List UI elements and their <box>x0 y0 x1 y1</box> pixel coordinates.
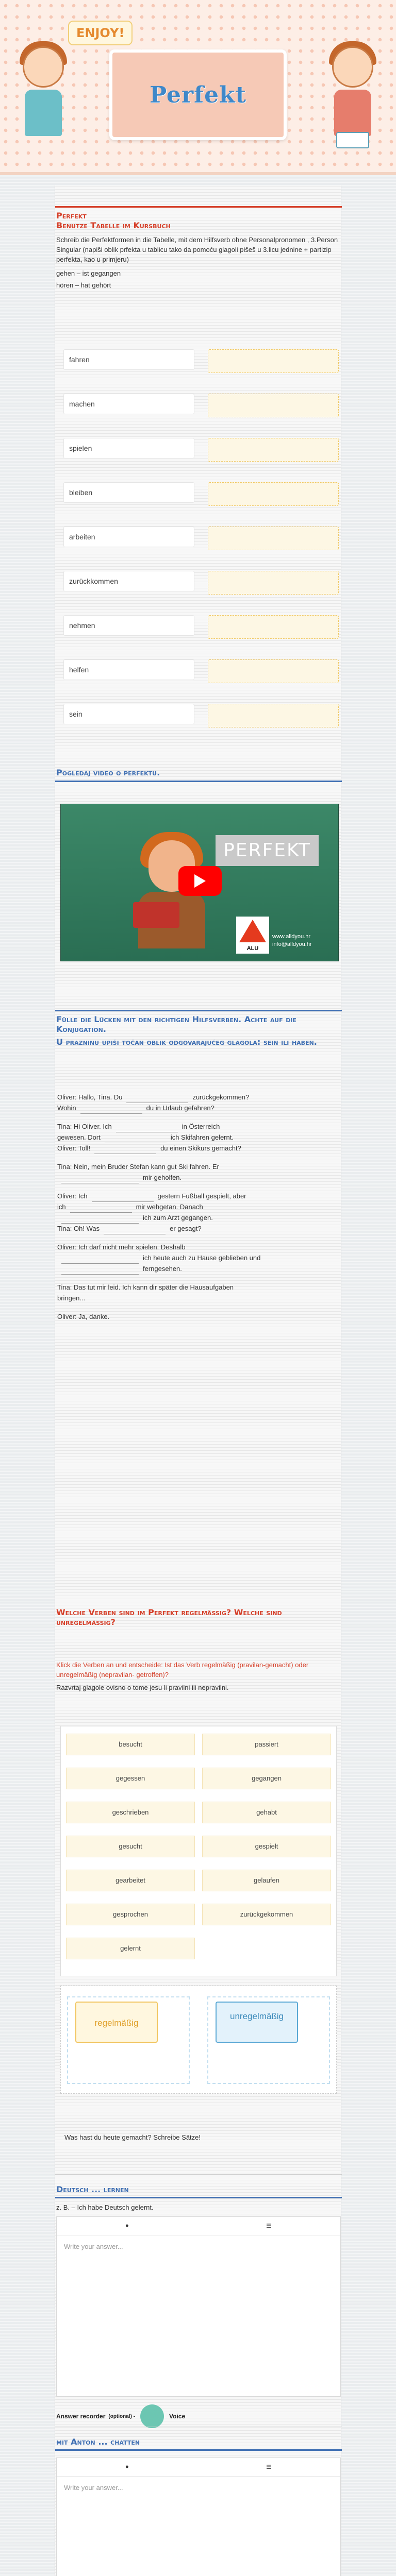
dialog-line <box>55 1092 342 1103</box>
gap-input[interactable] <box>70 1206 132 1213</box>
perfekt-input[interactable] <box>208 394 339 417</box>
section-gap-fill <box>55 1010 342 1047</box>
block-rule <box>55 2449 342 2451</box>
verb-card[interactable]: zurückgekommen <box>202 1904 331 1925</box>
gap-input[interactable] <box>94 1147 156 1154</box>
verb-card[interactable]: geschrieben <box>66 1802 195 1823</box>
dialog-line <box>55 1224 342 1234</box>
dialog-text: mir wehgetan. Danach <box>136 1203 203 1211</box>
verb-label: helfen <box>63 659 194 680</box>
section-divider <box>55 206 342 208</box>
recorder-optional: (optional) - <box>108 2413 136 2419</box>
perfekt-input[interactable] <box>208 659 339 683</box>
verb-label: spielen <box>63 438 194 459</box>
dialog-line <box>55 1143 342 1154</box>
answer-placeholder: Write your answer... <box>64 2484 123 2492</box>
dialog-line <box>55 1293 342 1304</box>
perfekt-input[interactable] <box>208 527 339 550</box>
verb-row <box>63 517 332 556</box>
alu-logo: ALU <box>236 917 269 954</box>
example-line: hören – hat gehört <box>56 281 111 289</box>
drop-zone-regular[interactable] <box>67 1996 190 2084</box>
verb-card[interactable]: gesprochen <box>66 1904 195 1925</box>
gap-input[interactable] <box>61 1216 139 1224</box>
dialog-line <box>55 1242 342 1253</box>
gap-input[interactable] <box>105 1136 167 1143</box>
dialog-text: Tina: Das tut mir leid. Ich kann dir später die Hausaufgaben <box>57 1283 234 1291</box>
video-word: PERFEKT <box>216 835 319 866</box>
perfekt-input[interactable] <box>208 571 339 595</box>
video-player[interactable] <box>60 804 339 961</box>
dialog-text: ferngesehen. <box>143 1265 182 1273</box>
gap-input[interactable] <box>92 1195 154 1202</box>
dialog-text: zurückgekommen? <box>192 1093 250 1101</box>
verb-card[interactable]: passiert <box>202 1734 331 1755</box>
answer-editor[interactable] <box>56 2458 341 2576</box>
verb-card[interactable]: gegessen <box>66 1768 195 1789</box>
example-line: gehen – ist gegangen <box>56 269 121 277</box>
header-banner <box>0 0 396 175</box>
verb-card[interactable]: gegangen <box>202 1768 331 1789</box>
dialog-text: Oliver: Hallo, Tina. Du <box>57 1093 123 1101</box>
editor-toolbar <box>57 2217 340 2235</box>
verb-card[interactable]: gespielt <box>202 1836 331 1857</box>
section-subtitle: Benutze Tabelle im Kursbuch <box>56 221 171 231</box>
dialog-text: ich Skifahren gelernt. <box>170 1133 234 1141</box>
verb-label: bleiben <box>63 482 194 503</box>
verb-row <box>63 650 332 689</box>
record-button[interactable] <box>140 2404 164 2428</box>
enjoy-badge: ENJOY! <box>68 21 133 45</box>
dialog-text: Tina: Oh! Was <box>57 1225 100 1232</box>
section-divider <box>55 781 342 782</box>
section-divider <box>55 1010 342 1011</box>
verb-label: machen <box>63 394 194 414</box>
verb-row <box>63 429 332 468</box>
gap-input[interactable] <box>61 1257 139 1264</box>
play-icon[interactable] <box>178 866 222 896</box>
verb-label: sein <box>63 704 194 724</box>
instructions-red: Klick die Verben an und entscheide: Ist das Verb regelmäßig (pravilan-gemacht) oder unregelmäßig (nepravilan- getroffen)? <box>56 1661 309 1679</box>
dialog-text: ich zum Arzt gegangen. <box>143 1214 213 1222</box>
voice-label: Voice <box>169 2413 186 2420</box>
gap-input[interactable] <box>116 1125 178 1132</box>
answer-editor[interactable] <box>56 2216 341 2397</box>
dialog-text: Oliver: Ja, danke. <box>57 1313 110 1320</box>
section-title: Fülle die Lücken mit den richtigen Hilfsverben. Achte auf die Konjugation. <box>56 1014 296 1035</box>
dialog-line <box>55 1191 342 1202</box>
dialog-text: du einen Skikurs gemacht? <box>160 1144 241 1152</box>
verb-card[interactable]: gearbeitet <box>66 1870 195 1891</box>
dialog-line <box>55 1162 342 1173</box>
dialog-text: Wohin <box>57 1104 76 1112</box>
verb-table <box>55 340 342 718</box>
dialog-line <box>55 1132 342 1143</box>
dialog-line <box>55 1213 342 1224</box>
dialog-text: Tina: Hi Oliver. Ich <box>57 1123 112 1130</box>
instructions: Razvrtaj glagole ovisno o tome jesu li pravilni ili nepravilni. <box>56 1684 229 1692</box>
verb-label: arbeiten <box>63 527 194 547</box>
block-divider <box>55 2174 342 2175</box>
gap-input[interactable] <box>126 1096 188 1103</box>
zone-label: unregelmäßig <box>216 2002 298 2043</box>
video-contact: www.alldyou.hr info@alldyou.hr <box>272 934 312 948</box>
verb-card[interactable]: besucht <box>66 1734 195 1755</box>
align-icon[interactable]: ≡ <box>266 2221 272 2231</box>
perfekt-input[interactable] <box>208 438 339 462</box>
verb-label: zurückkommen <box>63 571 194 591</box>
gap-input[interactable] <box>104 1227 166 1234</box>
verb-row <box>63 340 332 379</box>
drop-area <box>60 1986 337 2094</box>
gap-input[interactable] <box>80 1107 142 1114</box>
verb-row <box>63 694 332 734</box>
dialog-text: ich <box>57 1203 66 1211</box>
section-title: Pogledaj video o perfektu. <box>56 768 160 777</box>
boy-illustration <box>325 36 381 139</box>
dialog-text: du in Urlaub gefahren? <box>146 1104 214 1112</box>
verb-label: nehmen <box>63 615 194 636</box>
gap-input[interactable] <box>61 1267 139 1275</box>
dialog-line <box>55 1282 342 1293</box>
verb-row <box>63 384 332 423</box>
worksheet <box>55 185 341 2576</box>
section-sorting <box>55 1607 342 1693</box>
dialog-line <box>55 1264 342 1275</box>
block-title: mit Anton ... chatten <box>56 2437 140 2447</box>
bullet-list-icon[interactable]: • <box>125 2462 129 2472</box>
answer-blocks <box>55 2174 342 2576</box>
bullet-list-icon[interactable]: • <box>125 2221 129 2231</box>
page-title: Perfekt <box>150 81 246 108</box>
instructions: Schreib die Perfektformen in die Tabelle, mit dem Hilfsverb ohne Personalpronomen , 3.Person Singular (napiši oblik prfekta u tablicu tako da pomoću glagoli pišeš u 3.licu jednine + partizip perfekta, kao u primjeru) <box>56 236 338 264</box>
section-subtitle: U prazninu upiši točan oblik odgovarajućeg glagola: sein ili haben. <box>56 1037 317 1047</box>
editor-toolbar <box>57 2458 340 2477</box>
block-note: z. B. – Ich habe Deutsch gelernt. <box>56 2204 154 2211</box>
dialog-text: bringen... <box>57 1294 86 1302</box>
perfekt-input[interactable] <box>208 482 339 506</box>
dialog-text: gewesen. Dort <box>57 1133 101 1141</box>
perfekt-input[interactable] <box>208 615 339 639</box>
writing-prompt: Was hast du heute gemacht? Schreibe Sätze! <box>64 2133 201 2141</box>
title-card <box>109 49 287 140</box>
dialog-line <box>55 1173 342 1183</box>
zone-label: regelmäßig <box>75 2002 158 2043</box>
verb-row <box>63 606 332 645</box>
verb-label: fahren <box>63 349 194 370</box>
drop-zone-irregular[interactable] <box>207 1996 330 2084</box>
dialog-line <box>55 1202 342 1213</box>
section-video <box>55 768 342 782</box>
block-title: Deutsch ... lernen <box>56 2184 129 2194</box>
dialog-text: Oliver: Ich darf nicht mehr spielen. Deshalb <box>57 1243 186 1251</box>
dialog-line <box>55 1103 342 1114</box>
perfekt-input[interactable] <box>208 704 339 727</box>
gap-input[interactable] <box>61 1176 139 1183</box>
section-title: Welche Verben sind im Perfekt regelmässig? Welche sind unregelmässig? <box>56 1607 282 1628</box>
dialog-line <box>55 1312 342 1323</box>
dialog <box>55 1092 342 1381</box>
dialog-text: mir geholfen. <box>143 1174 182 1181</box>
section-title: Perfekt <box>56 211 87 221</box>
verb-row <box>63 473 332 512</box>
verb-card[interactable]: gesucht <box>66 1836 195 1857</box>
dialog-line <box>55 1122 342 1132</box>
sign-illustration <box>336 132 369 148</box>
dialog-line <box>55 1253 342 1264</box>
dialog-text: er gesagt? <box>170 1225 202 1232</box>
verb-row <box>63 562 332 601</box>
align-icon[interactable]: ≡ <box>266 2462 272 2472</box>
dialog-text: Oliver: Toll! <box>57 1144 91 1152</box>
dialog-text: in Österreich <box>182 1123 220 1130</box>
verb-cards <box>60 1726 337 1976</box>
verb-card[interactable]: gelernt <box>66 1938 195 1959</box>
section-perfekt <box>55 206 342 291</box>
girl-illustration <box>15 36 71 139</box>
recorder-label: Answer recorder <box>56 2413 106 2420</box>
dialog-text: gestern Fußball gespielt, aber <box>157 1192 246 1200</box>
dialog-text: ich heute auch zu Hause geblieben und <box>143 1254 261 1262</box>
verb-card[interactable]: gehabt <box>202 1802 331 1823</box>
perfekt-input[interactable] <box>208 349 339 373</box>
dialog-text: Oliver: Ich <box>57 1192 88 1200</box>
verb-card[interactable]: gelaufen <box>202 1870 331 1891</box>
answer-placeholder: Write your answer... <box>64 2243 123 2250</box>
dialog-text: Tina: Nein, mein Bruder Stefan kann gut Ski fahren. Er <box>57 1163 219 1171</box>
answer-recorder <box>56 2404 262 2429</box>
block-rule <box>55 2197 342 2198</box>
